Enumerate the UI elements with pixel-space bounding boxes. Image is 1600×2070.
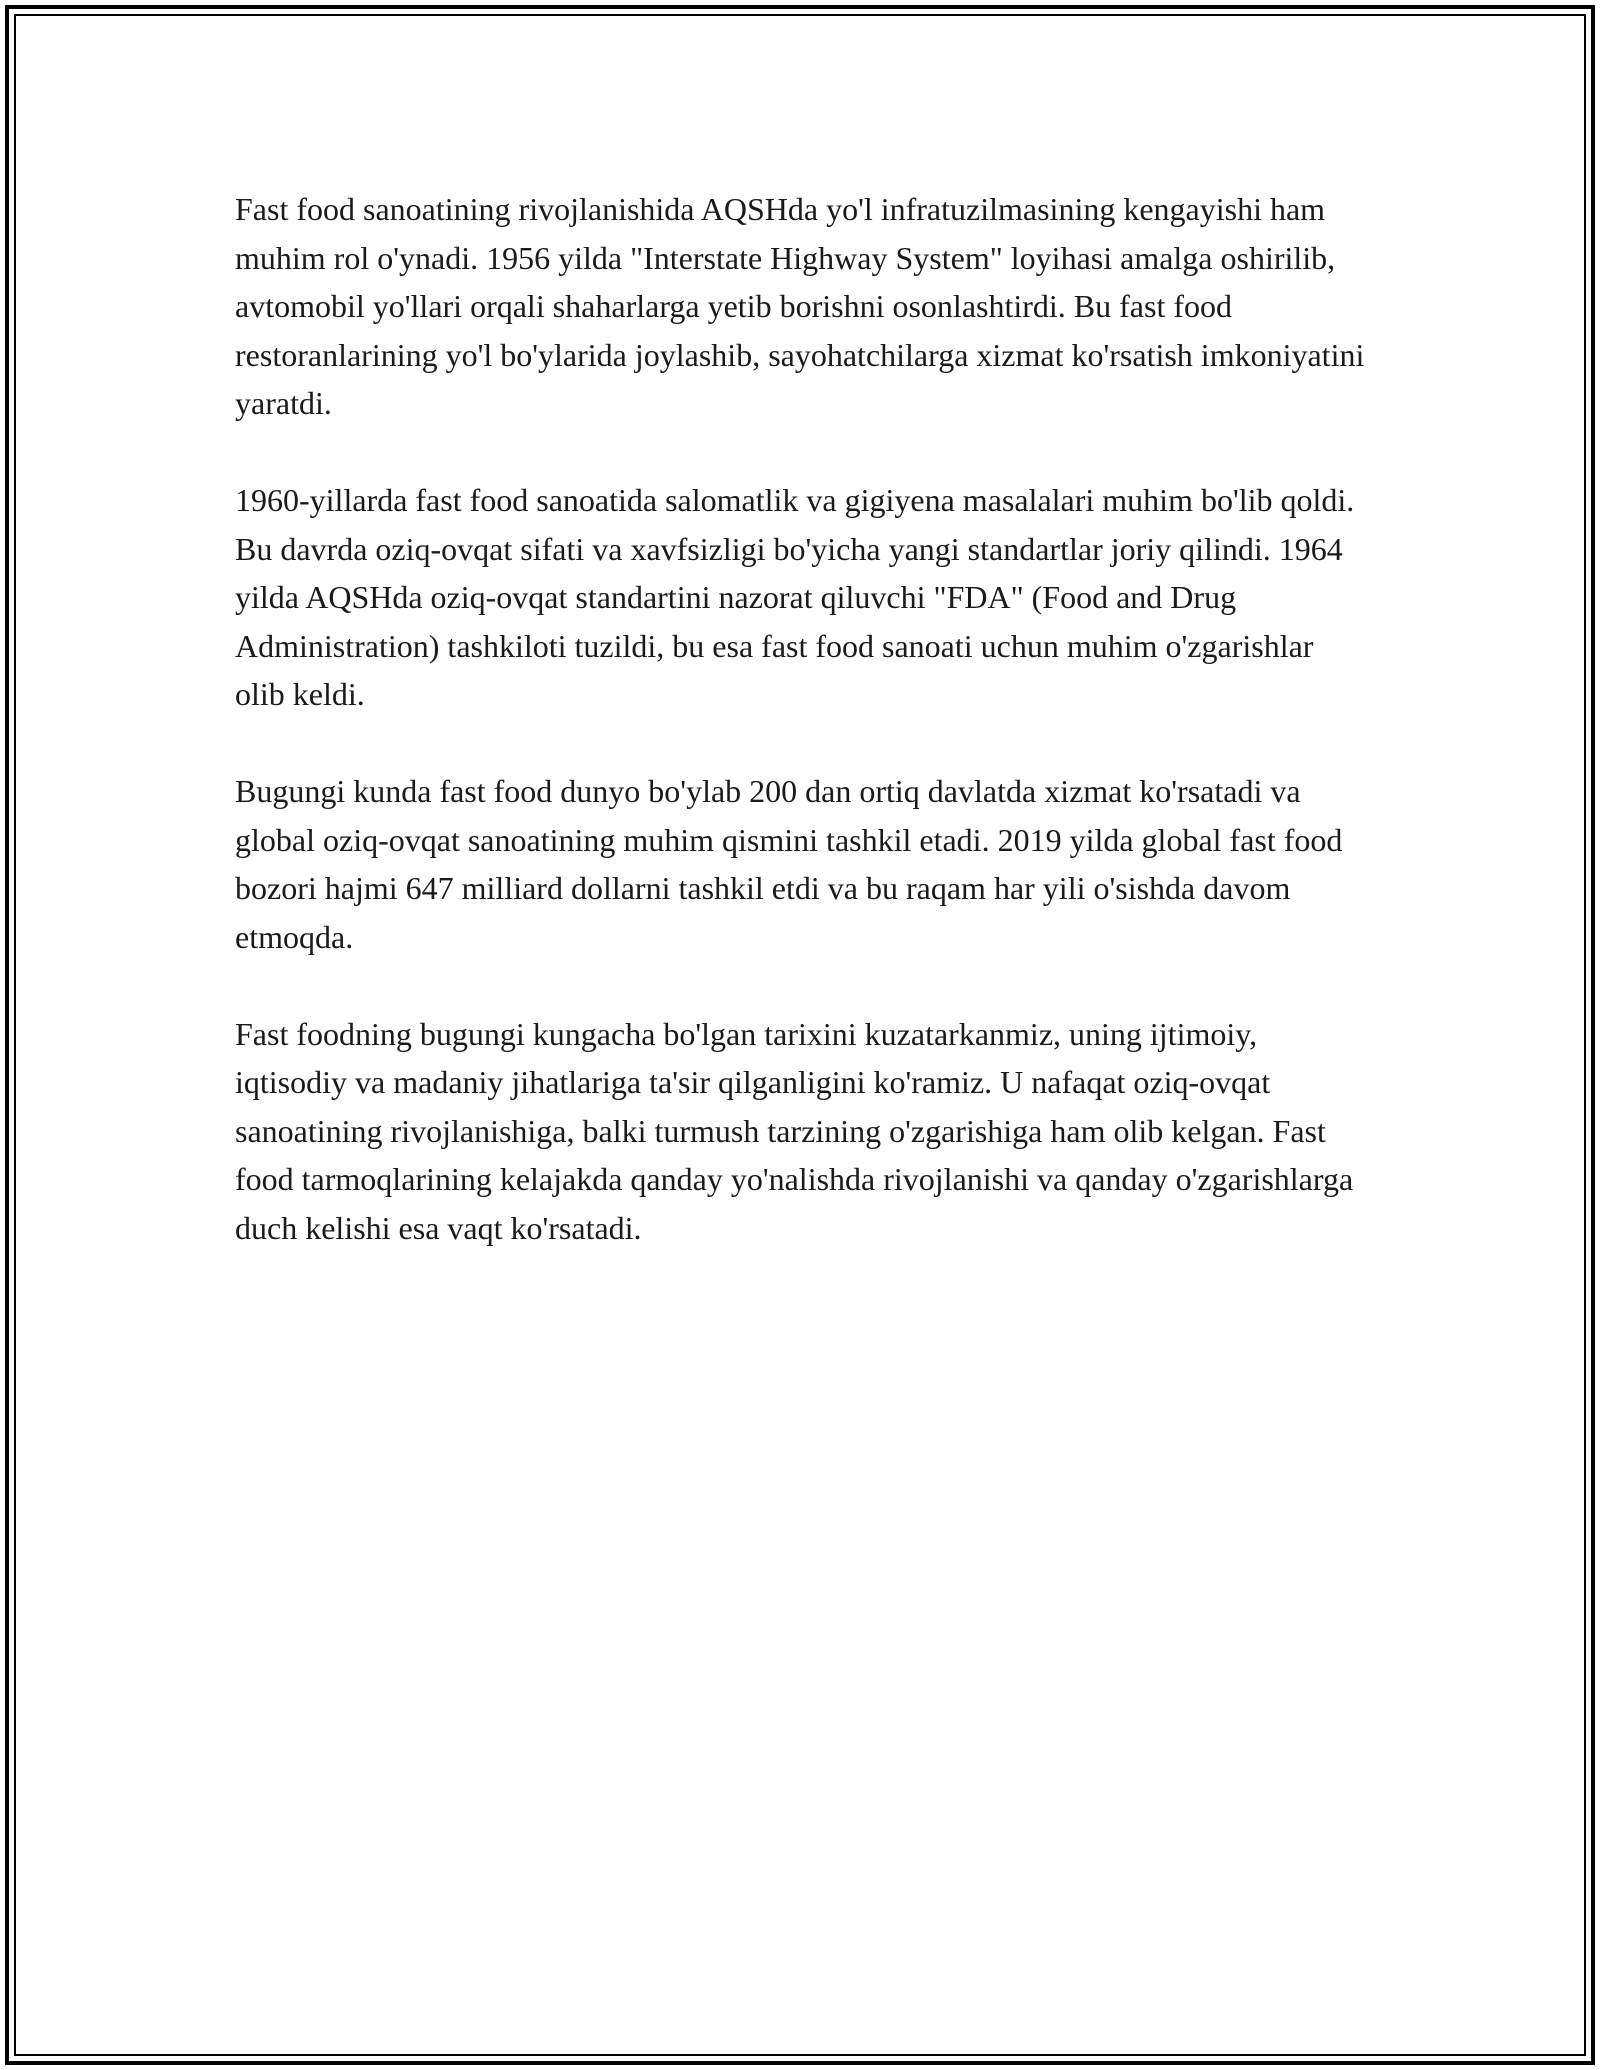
document-body [235,185,1365,1301]
paragraph-global-market: Bugungi kunda fast food dunyo bo'ylab 200 dan ortiq davlatda xizmat ko'rsatadi va global oziq-ovqat sanoatining muhim qismini tashkil etadi. 2019 yilda global fast food bozori hajmi 647 milliard dollarni tashkil etdi va bu raqam har yili o'sishda davom etmoqda. [235,773,1343,955]
paragraph-conclusion: Fast foodning bugungi kungacha bo'lgan tarixini kuzatarkanmiz, uning ijtimoiy, iqtisodiy va madaniy jihatlariga ta'sir qilganligini ko'ramiz. U nafaqat oziq-ovqat sanoatining rivojlanishiga, balki turmush tarzining o'zgarishiga ham olib kelgan. Fast food tarmoqlarining kelajakda qanday yo'nalishda rivojlanishi va qanday o'zgarishlarga duch kelishi esa vaqt ko'rsatadi. [235,1015,1354,1246]
paragraph-health-standards: 1960-yillarda fast food sanoatida salomatlik va gigiyena masalalari muhim bo'lib qoldi. Bu davrda oziq-ovqat sifati va xavfsizligi bo'yicha yangi standartlar joriy qilindi. 1964 yilda AQSHda oziq-ovqat standartini nazorat qiluvchi "FDA" (Food and Drug Administration) tashkiloti tuzildi, bu esa fast food sanoati uchun muhim o'zgarishlar olib keldi. [235,482,1355,712]
paragraph-highway-system: Fast food sanoatining rivojlanishida AQSHda yo'l infratuzilmasining kengayishi ham muhim rol o'ynadi. 1956 yilda "Interstate Highway System" loyihasi amalga oshirilib, avtomobil yo'llari orqali shaharlarga yetib borishni osonlashtirdi. Bu fast food restoranlarining yo'l bo'ylarida joylashib, sayohatchilarga xizmat ko'rsatish imkoniyatini yaratdi. [235,191,1365,421]
